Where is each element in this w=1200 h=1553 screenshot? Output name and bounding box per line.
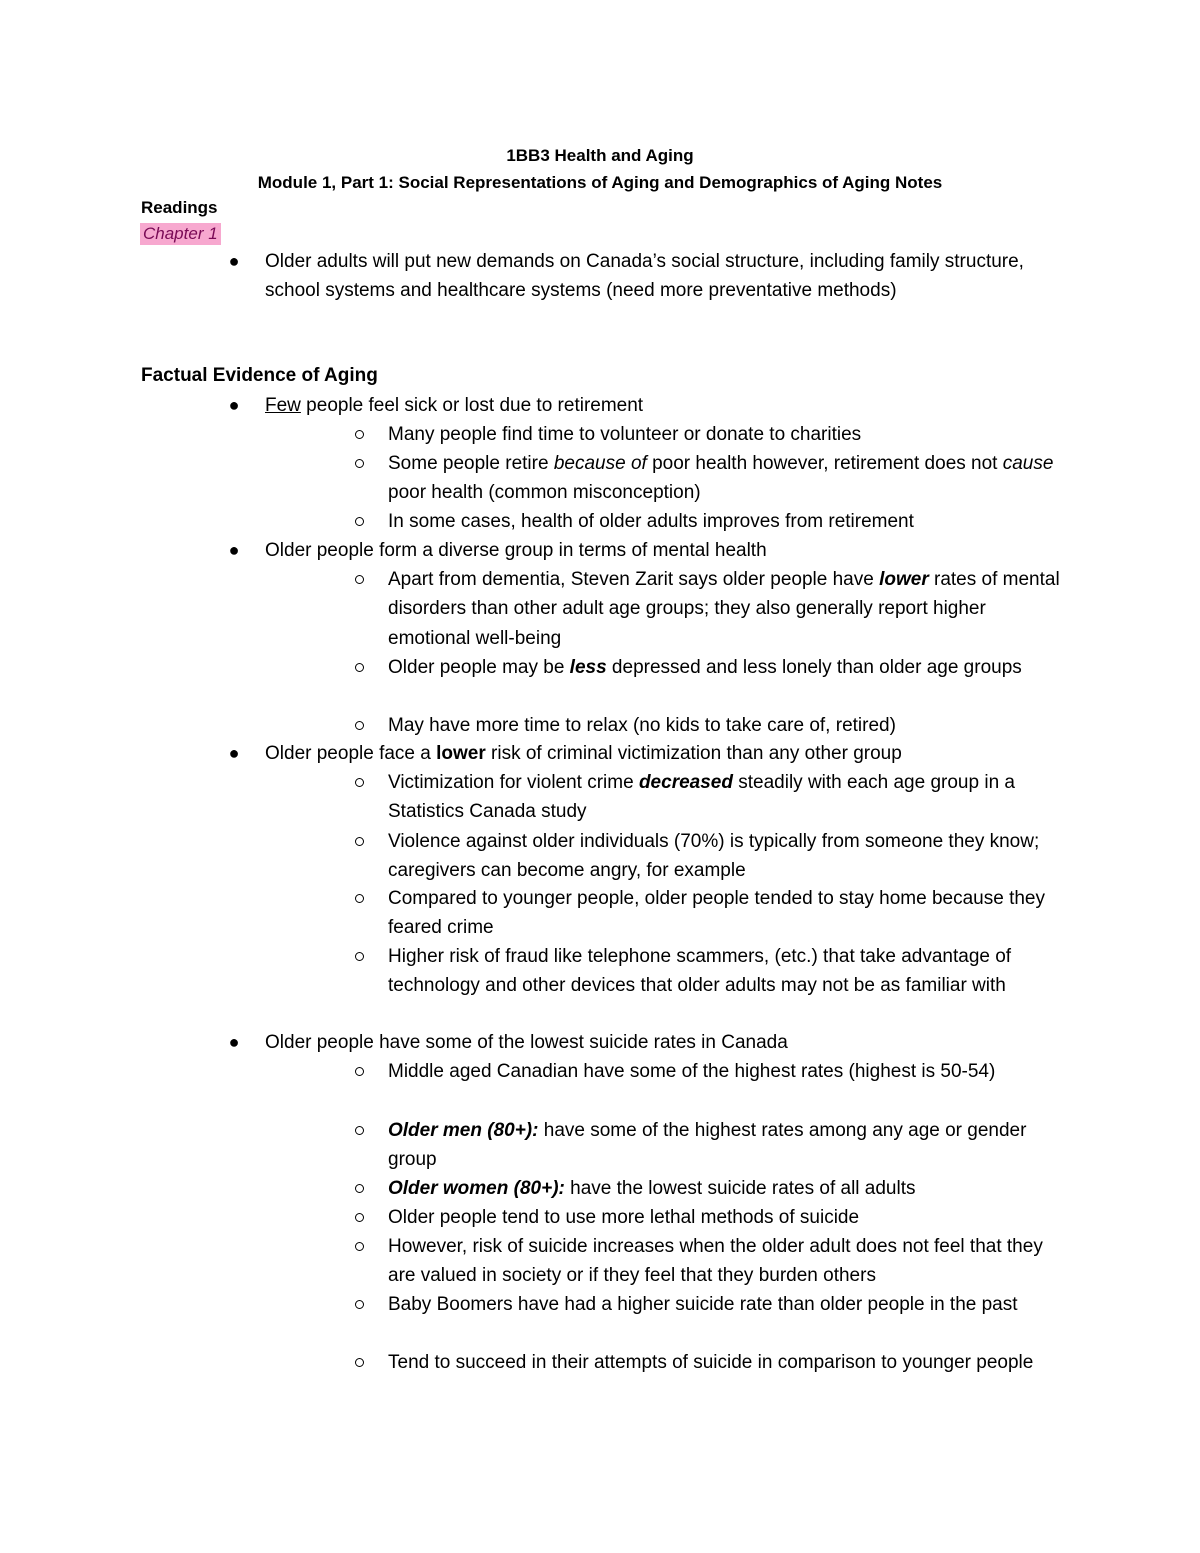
- sub-list-item-text: Higher risk of fraud like telephone scammers, (etc.) that take advantage of technology and other devices that older adults may not be as familiar with: [388, 946, 1012, 997]
- circle-bullet-icon: [355, 1300, 364, 1309]
- list-item: [228, 536, 1065, 565]
- document-subtitle: Module 1, Part 1: Social Representations of Aging and Demographics of Aging Notes: [257, 173, 943, 192]
- sub-list-item-text: less: [569, 657, 607, 678]
- section-heading: Factual Evidence of Aging: [141, 365, 378, 386]
- sub-list-item-text: poor health however, retirement does not: [646, 453, 1003, 474]
- list-item-text: risk of criminal victimization than any other group: [485, 743, 902, 764]
- circle-bullet-icon: [355, 517, 364, 526]
- sub-list-item: [388, 1057, 1068, 1086]
- sub-list-item-text: Victimization for violent crime: [388, 772, 639, 793]
- sub-list-item: [388, 420, 1068, 449]
- sub-list-item: [388, 449, 1068, 508]
- sub-list-item-text: rates of mental disorders than other adult age groups; they also generally report higher emotional well-being: [388, 569, 1060, 649]
- sub-list-item-text: because of: [553, 453, 647, 474]
- bullet-icon: ●: [228, 743, 240, 763]
- chapter-label: Chapter 1: [140, 223, 221, 245]
- circle-bullet-icon: [355, 778, 364, 787]
- list-item-text: Older people face a: [265, 743, 437, 764]
- bullet-icon: ●: [228, 251, 240, 271]
- readings-label: Readings: [141, 198, 218, 217]
- sub-list-item-text: Violence against older individuals (70%) is typically from someone they know; caregivers can become angry, for example: [388, 831, 1040, 882]
- sub-list-item-text: Middle aged Canadian have some of the highest rates (highest is 50-54): [388, 1061, 996, 1082]
- sub-list-item-text: Older people may be: [388, 657, 570, 678]
- circle-bullet-icon: [355, 894, 364, 903]
- sub-list-item: [388, 711, 1068, 740]
- sub-list-item-text: decreased: [638, 772, 733, 793]
- circle-bullet-icon: [355, 1358, 364, 1367]
- sub-list-item-text: have the lowest suicide rates of all adults: [564, 1178, 916, 1199]
- sub-list-item-text: lower: [879, 569, 929, 590]
- sub-list-item: [388, 768, 1068, 827]
- sub-list-item-text: However, risk of suicide increases when the older adult does not feel that they are valued in society or if they feel that they burden others: [388, 1236, 1043, 1287]
- sub-list-item-text: Older people tend to use more lethal methods of suicide: [388, 1207, 860, 1228]
- bullet-icon: ●: [228, 1032, 240, 1052]
- list-item-text: Few: [265, 395, 301, 416]
- sub-list-item: [388, 1290, 1068, 1319]
- sub-list-item-text: steadily with each age group in a Statistics Canada study: [388, 772, 1015, 823]
- list-item-text: lower: [436, 743, 486, 764]
- circle-bullet-icon: [355, 575, 364, 584]
- list-item-text: people feel sick or lost due to retirement: [300, 395, 644, 416]
- sub-list-item-text: In some cases, health of older adults improves from retirement: [388, 511, 914, 532]
- circle-bullet-icon: [355, 1067, 364, 1076]
- list-item: [228, 739, 1065, 768]
- circle-bullet-icon: [355, 1184, 364, 1193]
- sub-list-item-text: Some people retire: [388, 453, 554, 474]
- sub-list-item-text: Older men (80+):: [388, 1120, 539, 1141]
- circle-bullet-icon: [355, 1242, 364, 1251]
- sub-list-item-text: have some of the highest rates among any age or gender group: [388, 1120, 1027, 1171]
- sub-list-item: [388, 653, 1068, 682]
- sub-list-item-text: Baby Boomers have had a higher suicide rate than older people in the past: [388, 1294, 1018, 1315]
- sub-list-item: [388, 942, 1068, 1001]
- circle-bullet-icon: [355, 721, 364, 730]
- circle-bullet-icon: [355, 430, 364, 439]
- list-item-text: Older people form a diverse group in terms of mental health: [265, 540, 767, 561]
- bullet-icon: ●: [228, 540, 240, 560]
- circle-bullet-icon: [355, 1213, 364, 1222]
- sub-list-item: [388, 1203, 1068, 1232]
- circle-bullet-icon: [355, 837, 364, 846]
- sub-list-item: [388, 1174, 1068, 1203]
- sub-list-item: [388, 565, 1068, 653]
- circle-bullet-icon: [355, 1126, 364, 1135]
- sub-list-item: [388, 884, 1068, 943]
- sub-list-item-text: Compared to younger people, older people tended to stay home because they feared crime: [388, 888, 1046, 939]
- sub-list-item: [388, 1348, 1068, 1377]
- list-item: [228, 1028, 1065, 1057]
- document-title: 1BB3 Health and Aging: [506, 146, 694, 165]
- list-item-text: Older people have some of the lowest suicide rates in Canada: [265, 1032, 788, 1053]
- sub-list-item: [388, 1232, 1068, 1291]
- circle-bullet-icon: [355, 663, 364, 672]
- circle-bullet-icon: [355, 459, 364, 468]
- list-item: [228, 247, 1065, 306]
- sub-list-item-text: Many people find time to volunteer or donate to charities: [388, 424, 862, 445]
- sub-list-item: [388, 827, 1068, 886]
- sub-list-item-text: cause: [1002, 453, 1054, 474]
- circle-bullet-icon: [355, 952, 364, 961]
- list-item-text: Older adults will put new demands on Canada’s social structure, including family structure, school systems and healthcare systems (need more preventative methods): [265, 251, 1024, 302]
- sub-list-item-text: Older women (80+):: [388, 1178, 565, 1199]
- sub-list-item: [388, 507, 1068, 536]
- sub-list-item-text: depressed and less lonely than older age groups: [606, 657, 1022, 678]
- sub-list-item-text: May have more time to relax (no kids to take care of, retired): [388, 715, 896, 736]
- list-item: [228, 391, 1065, 420]
- sub-list-item-text: poor health (common misconception): [388, 482, 701, 504]
- bullet-icon: ●: [228, 395, 240, 415]
- sub-list-item: [388, 1116, 1068, 1175]
- sub-list-item-text: Apart from dementia, Steven Zarit says older people have: [388, 569, 880, 590]
- sub-list-item-text: Tend to succeed in their attempts of suicide in comparison to younger people: [388, 1352, 1034, 1373]
